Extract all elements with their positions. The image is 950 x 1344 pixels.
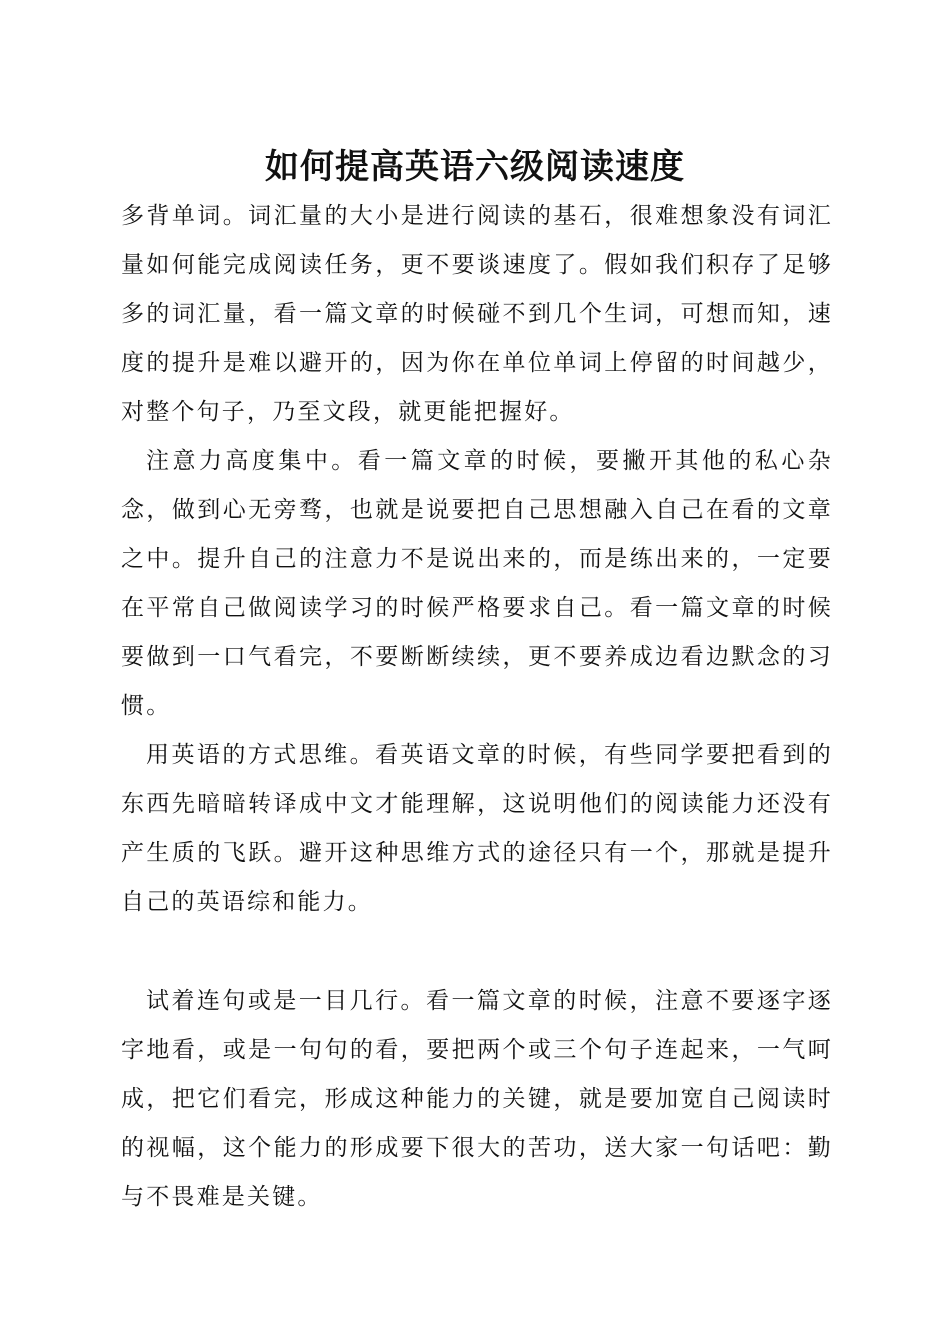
paragraph-linked-sentences: 试着连句或是一目几行。看一篇文章的时候，注意不要逐字逐字地看，或是一句句的看，要把两个或三个句子连起来，一气呵成，把它们看完，形成这种能力的关键，就是要加宽自己阅读时的视幅，这个能力的形成要下很大的苦功，送大家一句话吧：勤与不畏难是关键。 [121, 988, 833, 1210]
paragraph-english-thinking: 用英语的方式思维。看英语文章的时候，有些同学要把看到的东西先暗暗转译成中文才能理解，这说明他们的阅读能力还没有产生质的飞跃。避开这种思维方式的途径只有一个，那就是提升自己的英语综和能力。 [121, 742, 833, 915]
page-title: 如何提高英语六级阅读速度 [265, 147, 685, 187]
paragraph-attention: 注意力高度集中。看一篇文章的时候，要撇开其他的私心杂念，做到心无旁骛，也就是说要把自己思想融入自己在看的文章之中。提升自己的注意力不是说出来的，而是练出来的，一定要在平常自己做阅读学习的时候严格要求自己。看一篇文章的时候要做到一口气看完，不要断断续续，更不要养成边看边默念的习惯。 [121, 448, 833, 719]
paragraph-gap [121, 927, 833, 977]
document-body [121, 192, 833, 1222]
paragraph-vocabulary: 多背单词。词汇量的大小是进行阅读的基石，很难想象没有词汇量如何能完成阅读任务，更不要谈速度了。假如我们积存了足够多的词汇量，看一篇文章的时候碰不到几个生词，可想而知，速度的提升是难以避开的，因为你在单位单词上停留的时间越少，对整个句子，乃至文段，就更能把握好。 [121, 203, 833, 425]
